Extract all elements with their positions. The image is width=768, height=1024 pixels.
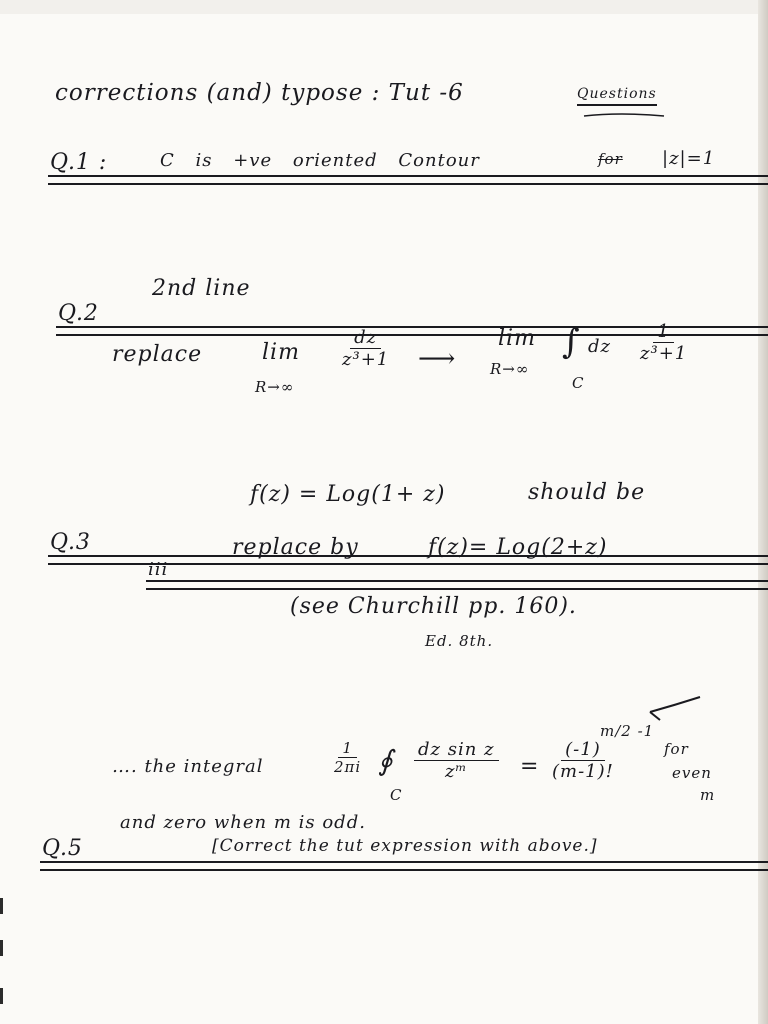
header-questions: Questions xyxy=(577,86,657,106)
q2-left-den: z³+1 xyxy=(342,348,390,370)
q2-line-ref: 2nd line xyxy=(152,276,251,301)
q2-right-lim: lim xyxy=(498,326,536,351)
q5-result-exponent: m/2 -1 xyxy=(600,722,655,740)
margin-mark xyxy=(0,940,3,956)
q5-int-den: zᵐ xyxy=(445,760,468,782)
q2-right-den: z³+1 xyxy=(640,342,688,364)
q2-left-lim-sub: R→∞ xyxy=(255,378,295,396)
q1-contour-math: |z|=1 xyxy=(662,148,716,169)
q3-line1-text: should be xyxy=(528,480,646,505)
check-mark-tail xyxy=(650,712,660,720)
q5-cond-m: m xyxy=(700,786,716,804)
q3-part: iii xyxy=(148,559,768,580)
q5-line2: and zero when m is odd. xyxy=(120,812,366,833)
q5-equals: = xyxy=(520,754,540,779)
q5-label: Q.5 xyxy=(42,836,768,861)
q5-cond-for: for xyxy=(664,740,689,758)
q2-replace: replace xyxy=(112,342,203,367)
q2-right-dz: dz xyxy=(588,336,612,357)
questions-double-underline xyxy=(584,114,664,116)
q5-coef-den: 2πi xyxy=(334,757,362,776)
q1-struck-word: for xyxy=(598,150,623,168)
q5-res-den: (m-1)! xyxy=(552,760,614,782)
q2-right-num: 1 xyxy=(653,322,673,343)
q2-integral-sub: C xyxy=(572,374,585,392)
q5-res-num: (-1) xyxy=(561,740,605,761)
q2-arrow: ⟶ xyxy=(418,344,457,374)
q3-reference: (see Churchill pp. 160). xyxy=(290,594,577,619)
q1-text: C is +ve oriented Contour xyxy=(160,150,480,171)
q2-left-num: dz xyxy=(350,328,381,349)
q5-coef-num: 1 xyxy=(338,740,357,758)
q3-line1-expr: f(z) = Log(1+ z) xyxy=(250,482,446,507)
q5-contour-integral: ∮ xyxy=(378,744,394,777)
q2-integral-sign: ∫ xyxy=(562,322,581,362)
q5-contour-sub: C xyxy=(390,786,403,804)
q1-label: Q.1 : xyxy=(50,150,768,175)
q2-left-lim: lim xyxy=(262,340,300,365)
q2-label: Q.2 xyxy=(58,301,768,326)
q3-label: Q.3 xyxy=(50,530,768,555)
q5-cond-even: even xyxy=(672,764,712,782)
q3-line2-text: replace by xyxy=(232,535,359,560)
q3-line2-expr: f(z)= Log(2+z) xyxy=(428,535,608,560)
margin-mark xyxy=(0,898,3,914)
q2-right-lim-sub: R→∞ xyxy=(490,360,530,378)
q3-edition: Ed. 8th. xyxy=(425,632,494,650)
q5-line3: [Correct the tut expression with above.] xyxy=(212,836,598,856)
q5-lead: …. the integral xyxy=(112,756,264,777)
header-title: corrections (and) typose : Tut -6 xyxy=(55,80,464,106)
q5-int-num: dz sin z xyxy=(414,740,499,761)
check-mark-icon xyxy=(650,697,700,712)
margin-mark xyxy=(0,988,3,1004)
